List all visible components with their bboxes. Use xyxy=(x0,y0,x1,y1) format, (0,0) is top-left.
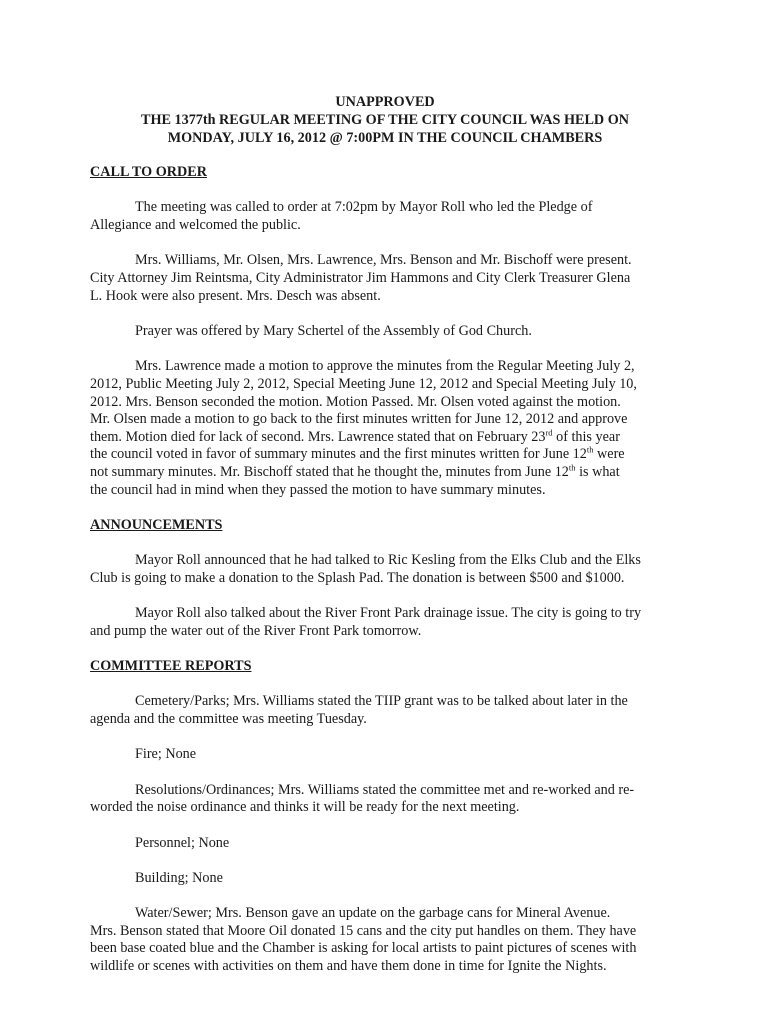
section-heading-announcements: ANNOUNCEMENTS xyxy=(90,516,223,533)
ordinal-suffix: th xyxy=(568,462,576,473)
paragraph-called-to-order: The meeting was called to order at 7:02pm by Mayor Roll who led the Pledge of Allegiance and welcomed the public. xyxy=(90,199,593,234)
section-heading-call-to-order: CALL TO ORDER xyxy=(90,164,207,181)
document-page xyxy=(90,94,680,993)
paragraph-prayer: Prayer was offered by Mary Schertel of the Assembly of God Church. xyxy=(135,323,532,340)
title-line-meeting: THE 1377th REGULAR MEETING OF THE CITY COUNCIL WAS HELD ON xyxy=(141,111,629,128)
paragraph-minutes-motion xyxy=(90,358,680,499)
paragraph-attendance: Mrs. Williams, Mr. Olsen, Mrs. Lawrence, Mrs. Benson and Mr. Bischoff were present. City Attorney Jim Reintsma, City Administrator Jim Hammons and City Clerk Treasurer Glena L. Hook were also present. Mrs. Desch was absent. xyxy=(90,252,632,304)
paragraph-drainage-issue: Mayor Roll also talked about the River Front Park drainage issue. The city is going to try and pump the water out of the River Front Park tomorrow. xyxy=(90,605,642,639)
minutes-text-part-1: Mrs. Lawrence made a motion to approve the minutes from the Regular Meeting July 2, 2012, Public Meeting July 2, 2012, Special Meeting June 12, 2012 and Special Meeting July 10, 2012. Mrs. Benson seconded the motion. Motion Passed. Mr. Olsen voted against the motion. Mr. Olsen made a motion to go back to the first minutes written for June 12, 2012 and approve them. Motion died for lack of second. Mrs. Lawrence stated that on February 23 xyxy=(90,358,637,445)
paragraph-cemetery-parks: Cemetery/Parks; Mrs. Williams stated the TIIP grant was to be talked about later in the agenda and the committee was meeting Tuesday. xyxy=(90,693,628,727)
paragraph-water-sewer: Water/Sewer; Mrs. Benson gave an update on the garbage cans for Mineral Avenue. Mrs. Benson stated that Moore Oil donated 15 cans and the city put handles on them. They have been base coated blue and the Chamber is asking for local artists to paint pictures of scenes with wildlife or scenes with activities on them and have them done in time for Ignite the Nights. xyxy=(90,905,637,975)
paragraph-elks-donation: Mayor Roll announced that he had talked to Ric Kesling from the Elks Club and the Elks Club is going to make a donation to the Splash Pad. The donation is between $500 and $1000. xyxy=(90,552,641,586)
ordinal-suffix: rd xyxy=(545,427,553,438)
ordinal-suffix: th xyxy=(586,444,594,455)
minutes-text-part-4: is what the council had in mind when they passed the motion to have summary minutes. xyxy=(90,464,620,498)
paragraph-fire: Fire; None xyxy=(135,746,197,763)
section-heading-committee-reports: COMMITTEE REPORTS xyxy=(90,658,252,675)
title-line-date: MONDAY, JULY 16, 2012 @ 7:00PM IN THE COUNCIL CHAMBERS xyxy=(167,129,603,146)
paragraph-personnel: Personnel; None xyxy=(135,834,230,851)
minutes-text-part-3: were not summary minutes. Mr. Bischoff stated that he thought the, minutes from June 12 xyxy=(90,446,625,480)
document-title xyxy=(90,94,680,147)
title-line-status: UNAPPROVED xyxy=(335,94,435,110)
paragraph-building: Building; None xyxy=(135,869,223,886)
minutes-text-part-2: of this year the council voted in favor of summary minutes and the first minutes written for June 12 xyxy=(90,428,620,463)
paragraph-resolutions: Resolutions/Ordinances; Mrs. Williams stated the committee met and re-worked and re- worded the noise ordinance and thinks it will be ready for the next meeting. xyxy=(90,781,635,816)
